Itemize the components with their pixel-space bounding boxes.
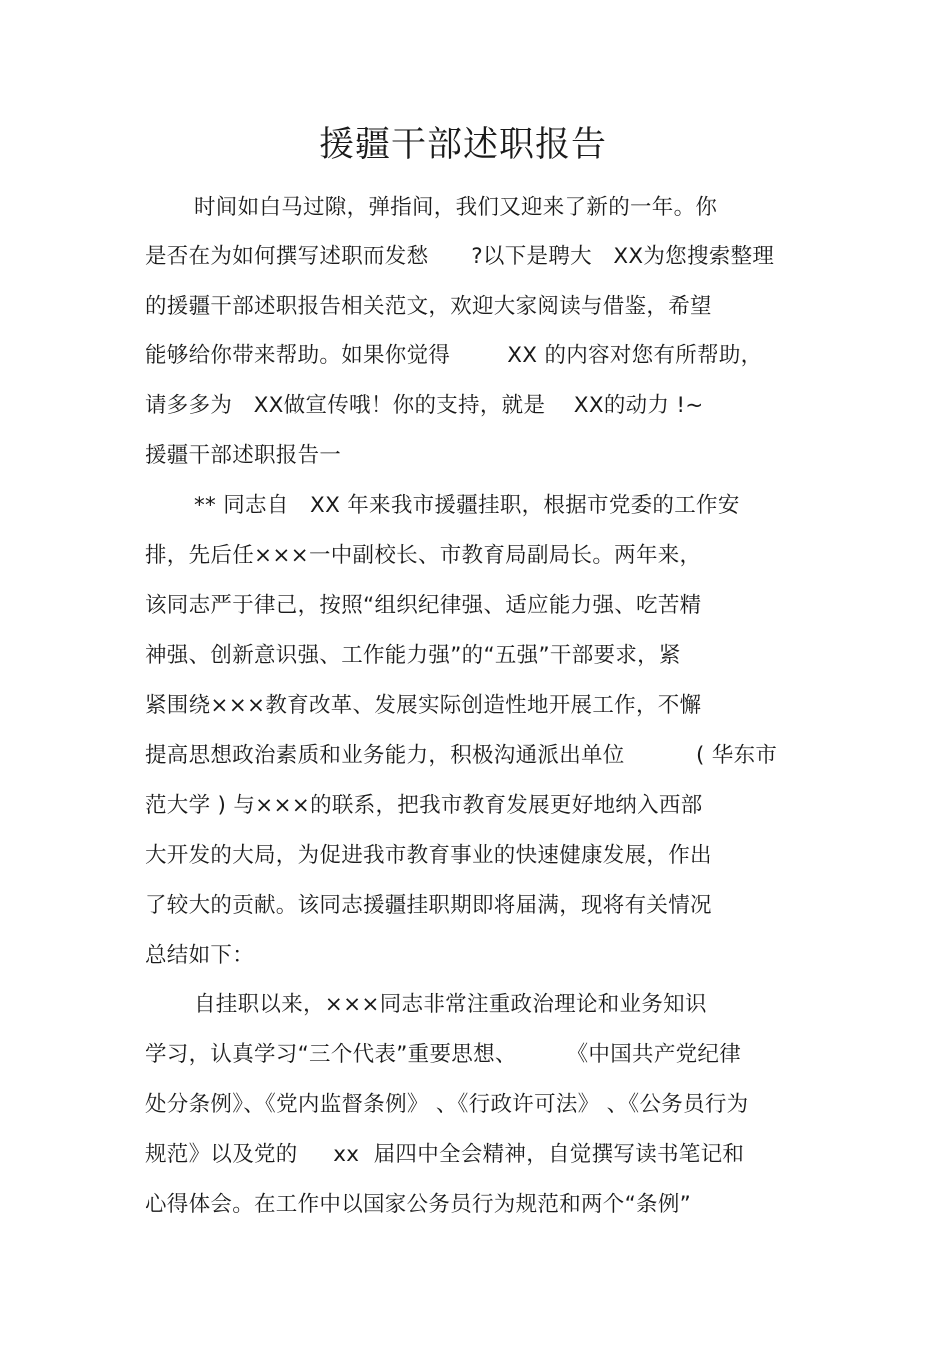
paragraph-line: ** 同志自 XX 年来我市援疆挂职，根据市党委的工作安 xyxy=(194,493,740,518)
document-title: 援疆干部述职报告 xyxy=(318,125,607,165)
paragraph-line: 时间如白马过隙，弹指间，我们又迎来了新的一年。你 xyxy=(194,195,718,220)
paragraph-line: 自挂职以来，×××同志非常注重政治理论和业务知识 xyxy=(194,992,707,1017)
paragraph-line: 请多多为 XX做宣传哦！你的支持，就是 XX的动力 !~ xyxy=(145,393,704,418)
paragraph-line: 神强、创新意识强、工作能力强”的“五强”干部要求，紧 xyxy=(145,643,681,668)
paragraph-line: 能够给你带来帮助。如果你觉得 XX 的内容对您有所帮助， xyxy=(145,343,763,368)
paragraph-line: 提高思想政治素质和业务能力，积极沟通派出单位 ( 华东市 xyxy=(145,743,778,768)
paragraph-line: 是否在为如何撰写述职而发愁 ?以下是聘大 XX为您搜索整理 xyxy=(145,244,775,269)
paragraph-line: 总结如下： xyxy=(145,943,255,968)
paragraph-line: 该同志严于律己，按照“组织纪律强、适应能力强、吃苦精 xyxy=(145,593,702,618)
paragraph-line: 的援疆干部述职报告相关范文，欢迎大家阅读与借鉴，希望 xyxy=(145,294,712,319)
paragraph-line: 学习，认真学习“三个代表”重要思想、 《中国共产党纪律 xyxy=(145,1042,742,1067)
paragraph-line: 心得体会。在工作中以国家公务员行为规范和两个“条例” xyxy=(145,1192,692,1217)
paragraph-line: 处分条例》、《党内监督条例》 、《行政许可法》 、《公务员行为 xyxy=(145,1092,749,1117)
paragraph-line: 紧围绕×××教育改革、发展实际创造性地开展工作，不懈 xyxy=(145,693,702,718)
paragraph-line: 了较大的贡献。该同志援疆挂职期即将届满，现将有关情况 xyxy=(145,893,712,918)
paragraph-line: 范大学 ) 与×××的联系，把我市教育发展更好地纳入西部 xyxy=(145,793,703,818)
section-heading: 援疆干部述职报告一 xyxy=(145,443,342,468)
paragraph-line: 大开发的大局，为促进我市教育事业的快速健康发展，作出 xyxy=(145,843,712,868)
paragraph-line: 规范》以及党的 xx 届四中全会精神，自觉撰写读书笔记和 xyxy=(145,1142,745,1167)
paragraph-line: 排，先后任×××一中副校长、市教育局副局长。两年来， xyxy=(145,543,702,568)
